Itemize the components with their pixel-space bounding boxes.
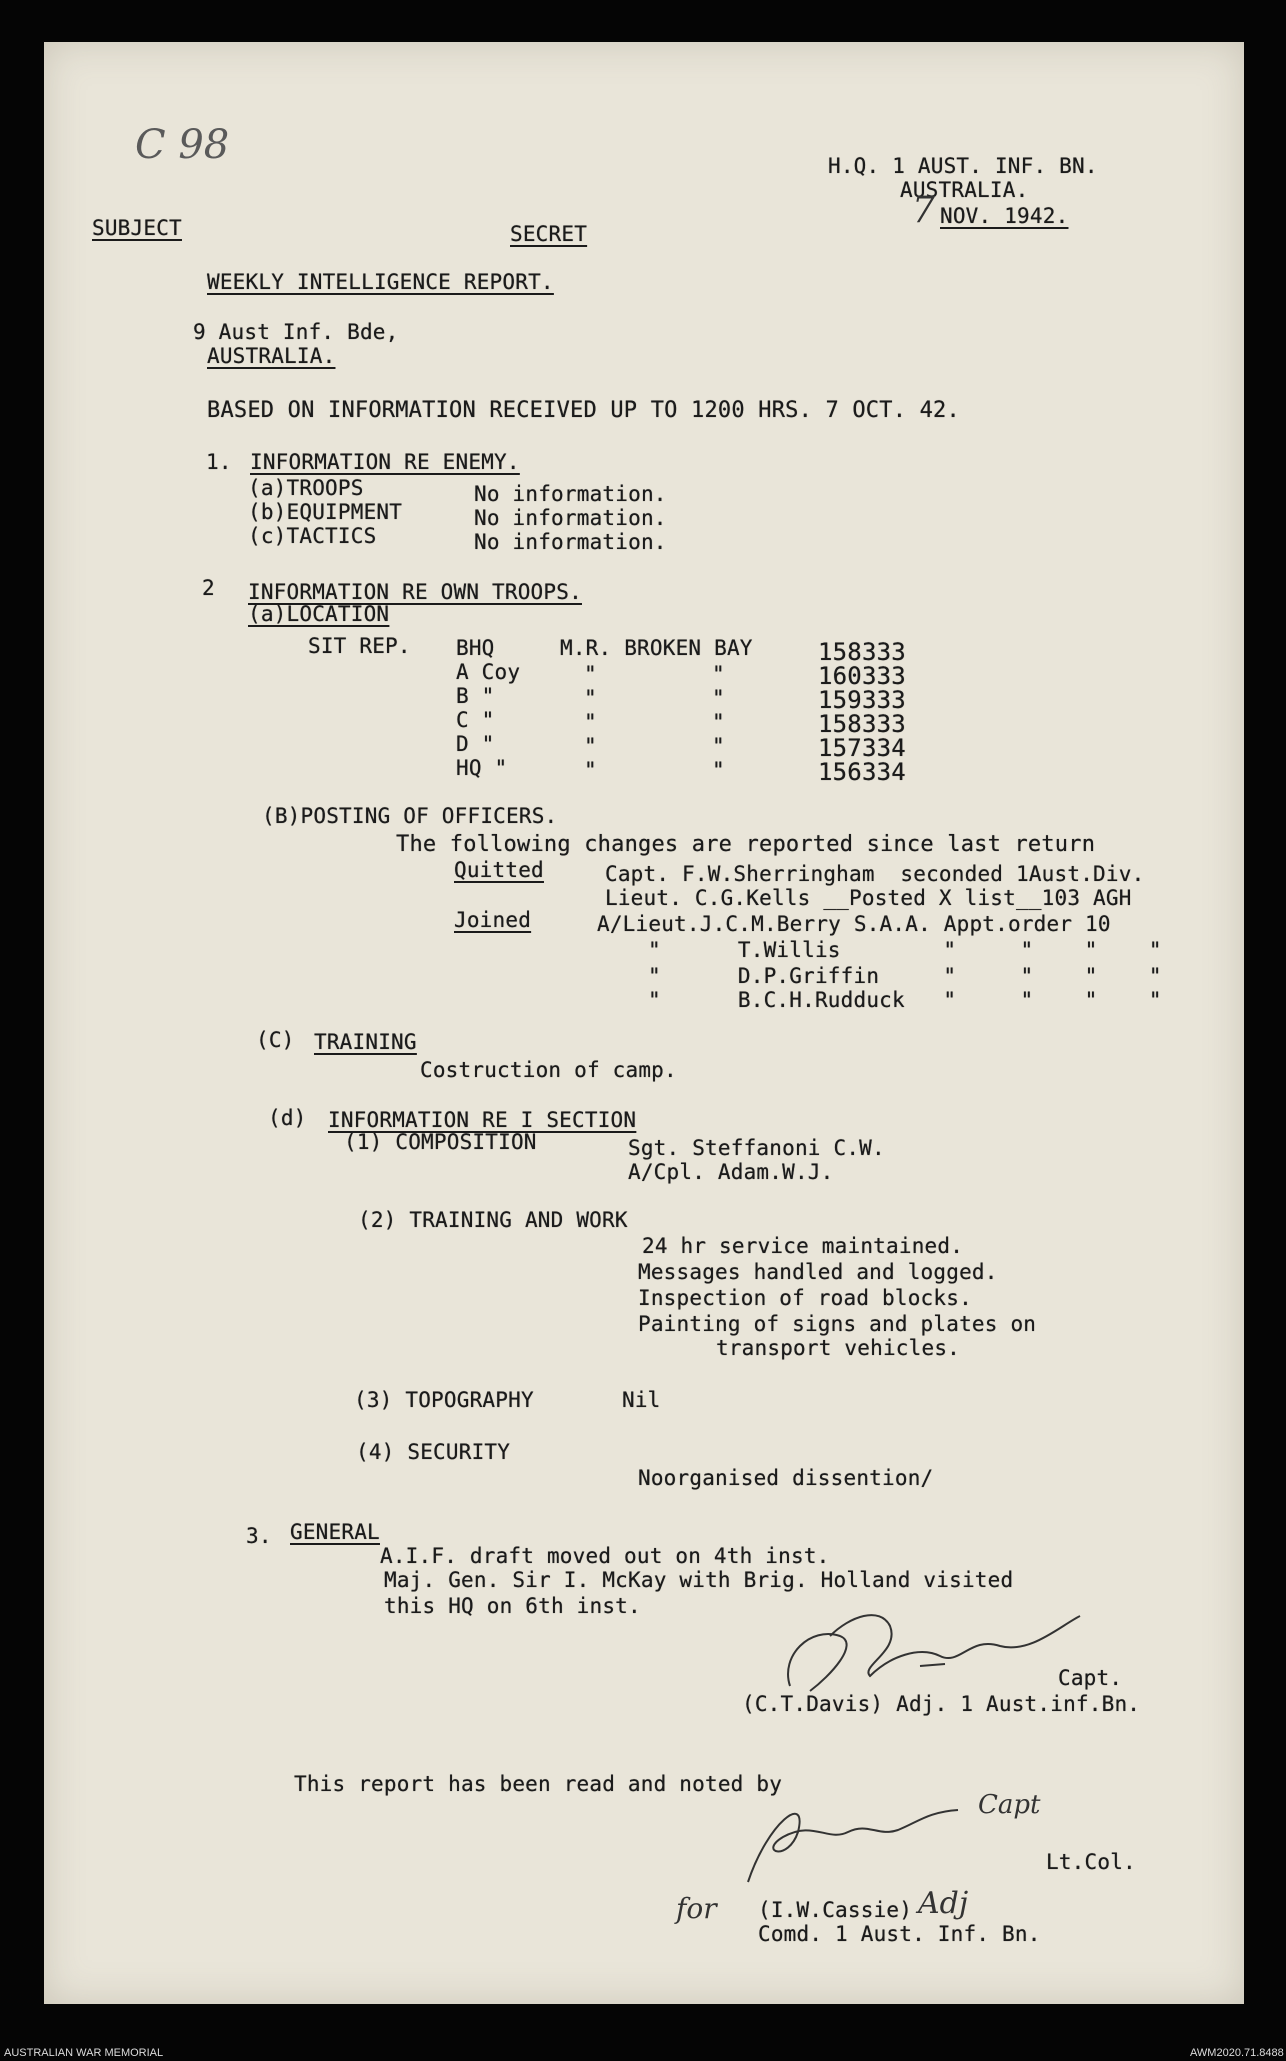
location-row-ref: 157334 xyxy=(818,734,906,762)
security-label: (4) SECURITY xyxy=(356,1440,511,1464)
composition-label: (1) COMPOSITION xyxy=(344,1130,537,1154)
section1-equipment-label: (b)EQUIPMENT xyxy=(248,500,403,524)
location-row-ditto: " xyxy=(712,686,725,710)
section1-number: 1. xyxy=(206,450,232,474)
isection-label: (d) xyxy=(268,1106,307,1130)
addressee-country: AUSTRALIA. xyxy=(207,344,336,368)
joined-entry: " D.P.Griffin " " " " xyxy=(648,964,1162,988)
signature2-for: for xyxy=(676,1892,717,1925)
work-label: (2) TRAINING AND WORK xyxy=(358,1208,628,1232)
handwritten-reference: C 98 xyxy=(135,122,230,168)
general-line: A.I.F. draft moved out on 4th inst. xyxy=(380,1544,830,1568)
location-row-ref: 159333 xyxy=(818,686,906,714)
addressee-unit: 9 Aust Inf. Bde, xyxy=(193,320,399,344)
joined-label: Joined xyxy=(454,908,532,932)
section1-equipment-value: No information. xyxy=(474,506,667,530)
training-label: (C) xyxy=(256,1028,295,1052)
signature-cassie xyxy=(738,1782,998,1892)
read-noted-line: This report has been read and noted by xyxy=(294,1772,783,1796)
section2-number: 2 xyxy=(202,576,215,600)
location-row-ditto: " xyxy=(712,662,725,686)
quitted-label: Quitted xyxy=(454,858,544,882)
location-label: (a)LOCATION xyxy=(248,602,390,626)
quitted-entry: Capt. F.W.Sherringham seconded 1Aust.Div. xyxy=(605,862,1145,886)
location-row-unit: C " xyxy=(456,708,495,732)
section1-heading: INFORMATION RE ENEMY. xyxy=(250,450,520,474)
signature1-rank: Capt. xyxy=(1058,1666,1123,1690)
signature2-line: Comd. 1 Aust. Inf. Bn. xyxy=(758,1922,1041,1946)
signature-davis xyxy=(770,1596,1090,1706)
joined-entry: A/Lieut.J.C.M.Berry S.A.A. Appt.order 10 xyxy=(597,912,1111,936)
header-date: NOV. 1942. xyxy=(940,204,1069,228)
work-entry: Inspection of road blocks. xyxy=(638,1286,972,1310)
location-row-unit: A Coy xyxy=(456,660,521,684)
training-heading: TRAINING xyxy=(314,1030,417,1054)
location-row-ref: 160333 xyxy=(818,662,906,690)
location-row-unit: D " xyxy=(456,732,495,756)
location-row-unit: HQ " xyxy=(456,756,508,780)
location-row-ref: 158333 xyxy=(818,710,906,738)
composition-entry: A/Cpl. Adam.W.J. xyxy=(628,1160,834,1184)
work-entry: Painting of signs and plates on xyxy=(638,1312,1037,1336)
posting-intro: The following changes are reported since last return xyxy=(396,832,1096,857)
report-title: WEEKLY INTELLIGENCE REPORT. xyxy=(207,270,554,294)
topography-value: Nil xyxy=(622,1388,661,1412)
section1-troops-value: No information. xyxy=(474,482,667,506)
signature2-rank: Lt.Col. xyxy=(1046,1850,1136,1874)
location-row-unit: BHQ xyxy=(456,636,495,660)
composition-entry: Sgt. Steffanoni C.W. xyxy=(628,1136,885,1160)
work-entry: 24 hr service maintained. xyxy=(642,1234,964,1258)
classification: SECRET xyxy=(510,222,588,246)
security-value: Noorganised dissention/ xyxy=(638,1466,934,1490)
section1-tactics-label: (c)TACTICS xyxy=(248,524,377,548)
section1-troops-label: (a)TROOPS xyxy=(248,476,364,500)
location-row-ditto: " xyxy=(712,758,725,782)
joined-entry: " T.Willis " " " " xyxy=(648,938,1162,962)
signature2-name: (I.W.Cassie) xyxy=(758,1898,913,1922)
work-entry: transport vehicles. xyxy=(716,1336,961,1360)
signature2-capt-note: Capt xyxy=(978,1790,1041,1820)
location-row-ditto: " xyxy=(584,686,597,710)
location-row-ditto: " xyxy=(584,758,597,782)
isection-heading: INFORMATION RE I SECTION xyxy=(328,1108,637,1132)
location-row-ditto: " xyxy=(584,662,597,686)
work-entry: Messages handled and logged. xyxy=(638,1260,998,1284)
location-row-ditto: " xyxy=(712,710,725,734)
location-row-ditto: " xyxy=(584,710,597,734)
sit-rep-label: SIT REP. xyxy=(308,634,411,658)
header-date-day: 7 xyxy=(912,190,935,231)
location-row-ref: 158333 xyxy=(818,638,906,666)
based-on-line: BASED ON INFORMATION RECEIVED UP TO 1200 HRS. 7 OCT. 42. xyxy=(207,398,960,423)
location-row-unit: B " xyxy=(456,684,495,708)
signature1-line: (C.T.Davis) Adj. 1 Aust.inf.Bn. xyxy=(742,1692,1141,1716)
section3-number: 3. xyxy=(246,1524,272,1548)
location-row-place: M.R. BROKEN BAY xyxy=(560,636,753,660)
footer-source: AUSTRALIAN WAR MEMORIAL xyxy=(4,2047,164,2059)
subject-label: SUBJECT xyxy=(92,216,182,240)
location-row-ref: 156334 xyxy=(818,758,906,786)
signature2-adj: Adj xyxy=(918,1886,969,1921)
location-row-ditto: " xyxy=(584,734,597,758)
general-line: Maj. Gen. Sir I. McKay with Brig. Holland visited xyxy=(384,1568,1014,1592)
topography-label: (3) TOPOGRAPHY xyxy=(354,1388,534,1412)
header-hq: H.Q. 1 AUST. INF. BN. xyxy=(828,154,1098,178)
header-country: AUSTRALIA. xyxy=(900,178,1029,202)
posting-label: (B)POSTING OF OFFICERS. xyxy=(262,804,558,828)
training-text: Costruction of camp. xyxy=(420,1058,677,1082)
section2-heading: INFORMATION RE OWN TROOPS. xyxy=(248,580,582,604)
general-line: this HQ on 6th inst. xyxy=(384,1594,641,1618)
section3-heading: GENERAL xyxy=(290,1520,380,1544)
quitted-entry: Lieut. C.G.Kells __Posted X list__103 AGH xyxy=(605,886,1132,910)
section1-tactics-value: No information. xyxy=(474,530,667,554)
footer-accession: AWM2020.71.8488 xyxy=(1190,2047,1284,2059)
location-row-ditto: " xyxy=(712,734,725,758)
joined-entry: " B.C.H.Rudduck " " " " xyxy=(648,988,1162,1012)
